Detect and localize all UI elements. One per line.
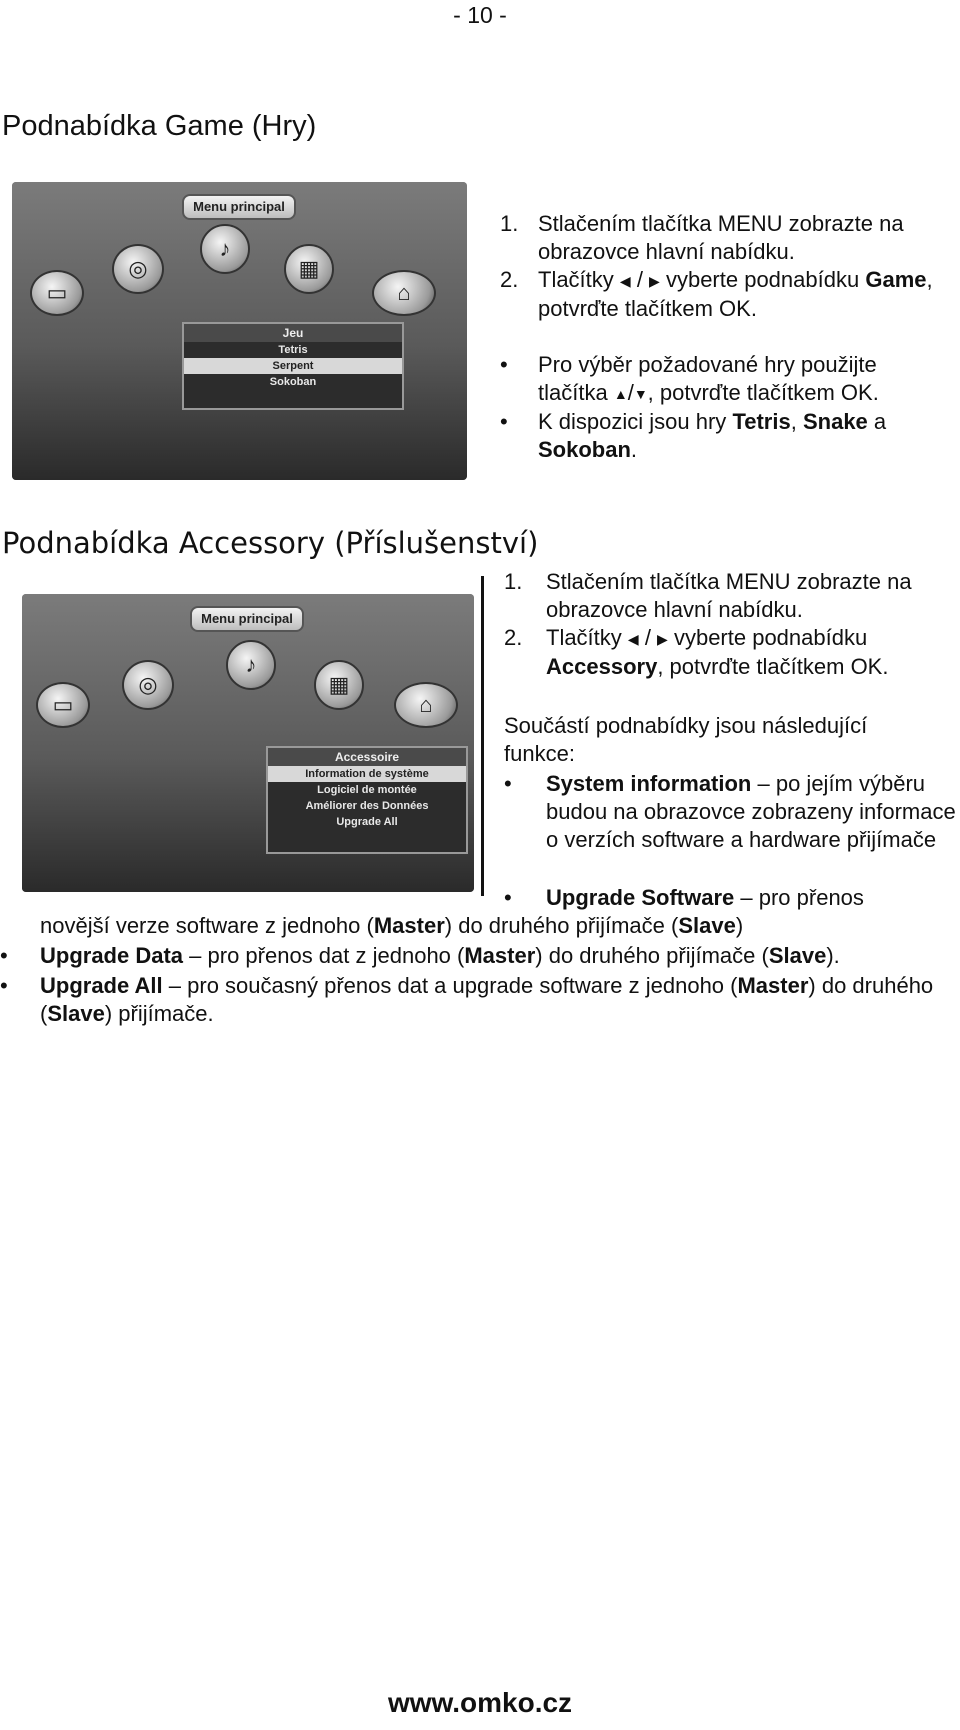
accessory-steps: 1. Stlačením tlačítka MENU zobrazte na obrazovce hlavní nabídku. 2. Tlačítky ◀ / ▶ vyberte podnabídku Accessory, potvrďte tlačítkem OK.: [504, 569, 912, 680]
submenu-header: Accessoire: [268, 748, 466, 766]
right-arrow-icon: ▶: [649, 273, 660, 290]
game-step-2: Tlačítky ◀ / ▶ vyberte podnabídku Game, potvrďte tlačítkem OK.: [538, 267, 933, 322]
vertical-divider: [481, 576, 484, 896]
submenu-item[interactable]: Améliorer des Données: [305, 800, 429, 812]
music-icon: ♪: [200, 224, 250, 274]
music-icon: ♪: [226, 640, 276, 690]
network-icon: ⌂: [372, 270, 436, 316]
accessory-function-upgrade-data: • Upgrade Data – pro přenos dat z jednoho (Master) do druhého přijímače (Slave).: [0, 943, 840, 968]
right-arrow-icon: ▶: [657, 631, 668, 648]
apps-icon: ▦: [314, 660, 364, 710]
network-icon: ⌂: [394, 682, 458, 728]
accessory-function-upgrade-all: • Upgrade All – pro současný přenos dat a upgrade software z jednoho (Master) do druhého (Slave) přijímače.: [0, 973, 934, 1026]
game-submenu: [182, 322, 404, 410]
tv-icon: ▭: [30, 270, 84, 316]
accessory-intro: Součástí podnabídky jsou následující funkce:: [504, 713, 868, 766]
accessory-step-2: Tlačítky ◀ / ▶ vyberte podnabídku Accessory, potvrďte tlačítkem OK.: [546, 625, 889, 680]
game-instructions: 1. Stlačením tlačítka MENU zobrazte na obrazovce hlavní nabídku. 2. Tlačítky ◀ / ▶ vyberte podnabídku Game, potvrďte tlačítkem OK. • Pro výběr požadované hry použijte tlačítka ▲/▼, potvrďte tlačítkem OK. • K dispozici jsou hry Tetris, Snake a Sokoban.: [500, 211, 933, 463]
satellite-dish-icon: ◎: [112, 244, 164, 294]
submenu-item[interactable]: Serpent: [184, 358, 402, 374]
upgrade-software-continuation: novější verze software z jednoho (Master) do druhého přijímače (Slave): [40, 913, 744, 938]
game-bullet-2: K dispozici jsou hry Tetris, Snake a Sokoban.: [538, 409, 887, 463]
submenu-item[interactable]: Logiciel de montée: [317, 784, 417, 796]
satellite-dish-icon: ◎: [122, 660, 174, 710]
page-number: - 10 -: [453, 2, 507, 28]
screenshot-title: Menu principal: [190, 606, 304, 632]
accessory-step-1: Stlačením tlačítka MENU zobrazte na obrazovce hlavní nabídku.: [546, 569, 912, 622]
accessory-function-system-info: • System information – po jejím výběru budou na obrazovce zobrazeny informace o verzích software a hardware přijímače: [504, 771, 956, 852]
tv-icon: ▭: [36, 682, 90, 728]
heading-accessory: Podnabídka Accessory (Příslušenství): [2, 526, 539, 560]
heading-game: Podnabídka Game (Hry): [2, 110, 317, 142]
footer-url: www.omko.cz: [387, 1687, 573, 1718]
down-arrow-icon: ▼: [633, 386, 648, 403]
accessory-submenu: [266, 746, 468, 854]
submenu-header: Jeu: [184, 324, 402, 342]
screenshot-title: Menu principal: [182, 194, 296, 220]
submenu-item[interactable]: Tetris: [278, 344, 308, 356]
game-menu-screenshot: [12, 182, 467, 480]
submenu-item[interactable]: Sokoban: [269, 376, 317, 388]
left-arrow-icon: ◀: [619, 273, 631, 290]
submenu-item[interactable]: Upgrade All: [336, 816, 398, 828]
submenu-item[interactable]: Information de système: [268, 766, 466, 782]
game-bullet-1: Pro výběr požadované hry použijte tlačítka ▲/▼, potvrďte tlačítkem OK.: [538, 352, 879, 406]
accessory-function-upgrade-software: • Upgrade Software – pro přenos: [504, 885, 864, 910]
apps-icon: ▦: [284, 244, 334, 294]
accessory-menu-screenshot: [22, 594, 474, 892]
left-arrow-icon: ◀: [627, 631, 639, 648]
up-arrow-icon: ▲: [613, 386, 628, 403]
game-step-1: Stlačením tlačítka MENU zobrazte na obrazovce hlavní nabídku.: [538, 211, 904, 264]
